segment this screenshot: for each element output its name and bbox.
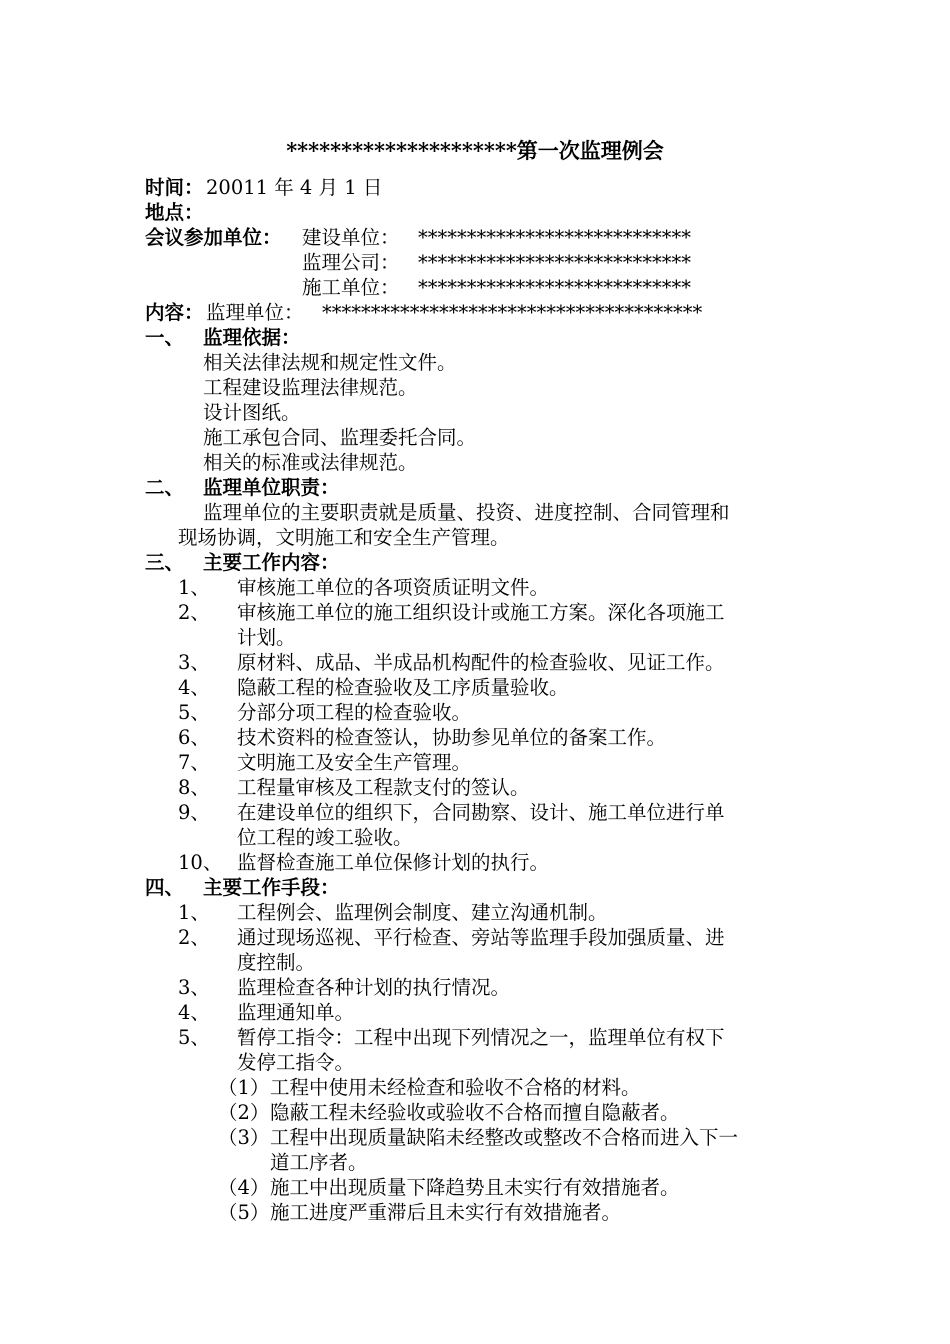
section-number: 三、: [145, 551, 185, 574]
list-item: 工程量审核及工程款支付的签认。: [237, 776, 530, 799]
list-item: 原材料、成品、半成品机构配件的检查验收、见证工作。: [237, 651, 725, 674]
subitem-number: （4）: [218, 1176, 270, 1199]
place-label: 地点：: [145, 201, 204, 224]
item-number: 6、: [178, 726, 210, 749]
list-item: 监理通知单。: [237, 1001, 355, 1024]
paragraph-line: 现场协调，文明施工和安全生产管理。: [178, 526, 510, 549]
time-value: 20011 年 4 月 1 日: [206, 176, 383, 199]
attendee-name: 监理公司：: [302, 251, 400, 274]
section-heading: 主要工作手段：: [203, 876, 340, 899]
paragraph-line: 监理单位的主要职责就是质量、投资、进度控制、合同管理和: [203, 501, 730, 524]
sub-list-item: 工程中使用未经检查和验收不合格的材料。: [270, 1076, 641, 1099]
item-number: 2、: [178, 601, 210, 624]
sub-list-item: 施工进度严重滞后且未实行有效措施者。: [270, 1201, 622, 1224]
item-number: 7、: [178, 751, 210, 774]
list-item-continued: 发停工指令。: [237, 1051, 355, 1074]
section-number: 四、: [145, 876, 185, 899]
item-number: 1、: [178, 576, 210, 599]
list-item: 工程建设监理法律规范。: [203, 376, 418, 399]
item-number: 2、: [178, 926, 210, 949]
item-number: 9、: [178, 801, 210, 824]
list-item: 分部分项工程的检查验收。: [237, 701, 472, 724]
subitem-number: （2）: [218, 1101, 270, 1124]
item-number: 3、: [178, 651, 210, 674]
list-item: 隐蔽工程的检查验收及工序质量验收。: [237, 676, 569, 699]
sub-list-item: 施工中出现质量下降趋势且未实行有效措施者。: [270, 1176, 680, 1199]
list-item-continued: 度控制。: [237, 951, 316, 974]
section-heading: 监理单位职责：: [203, 476, 340, 499]
subitem-number: （3）: [218, 1126, 270, 1149]
list-item: 工程例会、监理例会制度、建立沟通机制。: [237, 901, 608, 924]
item-number: 10、: [178, 851, 223, 874]
sub-list-item: 隐蔽工程未经验收或验收不合格而擅自隐蔽者。: [270, 1101, 680, 1124]
attendee-name: 施工单位：: [302, 276, 400, 299]
sub-list-item-continued: 道工序者。: [270, 1151, 368, 1174]
item-number: 1、: [178, 901, 210, 924]
list-item: 暂停工指令：工程中出现下列情况之一，监理单位有权下: [237, 1026, 725, 1049]
attendee-value: ****************************: [418, 276, 691, 299]
section-number: 一、: [145, 326, 185, 349]
list-item: 施工承包合同、监理委托合同。: [203, 426, 477, 449]
list-item: 设计图纸。: [203, 401, 301, 424]
item-number: 3、: [178, 976, 210, 999]
item-number: 4、: [178, 1001, 210, 1024]
list-item-continued: 计划。: [237, 626, 296, 649]
content-label: 内容：: [145, 301, 204, 324]
list-item: 监理检查各种计划的执行情况。: [237, 976, 511, 999]
section-heading: 主要工作内容：: [203, 551, 340, 574]
section-number: 二、: [145, 476, 185, 499]
list-item: 监督检查施工单位保修计划的执行。: [237, 851, 550, 874]
attendee-name: 建设单位：: [302, 226, 400, 249]
attendees-label: 会议参加单位：: [145, 226, 282, 249]
section-heading: 监理依据：: [203, 326, 301, 349]
time-label: 时间：: [145, 176, 204, 199]
document-title: *********************第一次监理例会: [286, 138, 664, 163]
item-number: 8、: [178, 776, 210, 799]
sub-list-item: 工程中出现质量缺陷未经整改或整改不合格而进入下一: [270, 1126, 739, 1149]
content-value: ***************************************: [322, 301, 703, 324]
subitem-number: （1）: [218, 1076, 270, 1099]
subitem-number: （5）: [218, 1201, 270, 1224]
list-item: 相关的标准或法律规范。: [203, 451, 418, 474]
list-item: 审核施工单位的施工组织设计或施工方案。深化各项施工: [237, 601, 725, 624]
content-name: 监理单位：: [206, 301, 304, 324]
list-item: 审核施工单位的各项资质证明文件。: [237, 576, 550, 599]
item-number: 5、: [178, 701, 210, 724]
list-item-continued: 位工程的竣工验收。: [237, 826, 413, 849]
list-item: 通过现场巡视、平行检查、旁站等监理手段加强质量、进: [237, 926, 725, 949]
list-item: 文明施工及安全生产管理。: [237, 751, 472, 774]
attendee-value: ****************************: [418, 226, 691, 249]
list-item: 相关法律法规和规定性文件。: [203, 351, 457, 374]
item-number: 4、: [178, 676, 210, 699]
attendee-value: ****************************: [418, 251, 691, 274]
item-number: 5、: [178, 1026, 210, 1049]
list-item: 技术资料的检查签认，协助参见单位的备案工作。: [237, 726, 667, 749]
list-item: 在建设单位的组织下，合同勘察、设计、施工单位进行单: [237, 801, 725, 824]
